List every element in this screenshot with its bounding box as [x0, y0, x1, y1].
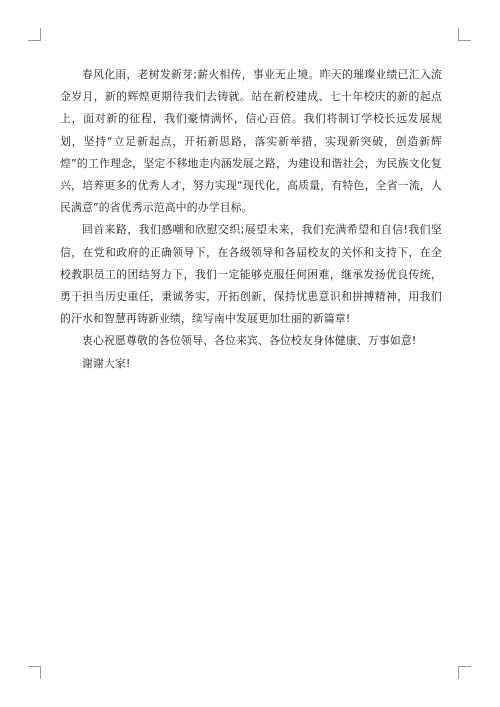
- paragraph-wishes: 衷心祝愿尊敬的各位领导、各位来宾、各位校友身体健康、万事如意!: [82, 334, 417, 348]
- paragraph-look-back: 回首来路，我们感嘲和欣慰交织;展望未来，我们充满希望和自信!我们坚信，在党和政府的正确领导下，在各级领导和各届校友的关怀和支持下，在全校教职员工的团结努力下，我们一定能够克服任何困难，继承发扬优良传统，勇于担当历史重任，秉诚务实，开拓创新，保持忧患意识和拼搏精神，用我们的汗水和智慧再铸新业绩，续写南中发展更加壮丽的新篇章!: [60, 223, 442, 326]
- paragraph-thanks: 谢谢大家!: [82, 356, 131, 370]
- crop-mark-bottom-right: [458, 666, 471, 679]
- crop-mark-bottom-left: [28, 666, 41, 679]
- paragraph-future-plan: 春风化雨，老树发新芽;薪火相传，事业无止境。昨天的璀璨业绩已汇入流金岁月，新的辉煌更期待我们去铸就。站在新校建成、七十年校庆的新的起点上，面对新的征程，我们豪情满怀，信心百倍。我们将制订学校长远发展规划，坚持“立足新起点，开拓新思路，落实新举措，实现新突破，创造新辉煌”的工作理念，坚定不移地走内涵发展之路，为建设和谐社会，为民族文化复兴，培养更多的优秀人才，努力实现“现代化，高质量，有特色，全省一流，人民满意”的省优秀示范高中的办学目标。: [60, 68, 442, 215]
- crop-mark-top-right: [458, 28, 471, 41]
- document-body: [60, 64, 442, 375]
- crop-mark-top-left: [28, 28, 41, 41]
